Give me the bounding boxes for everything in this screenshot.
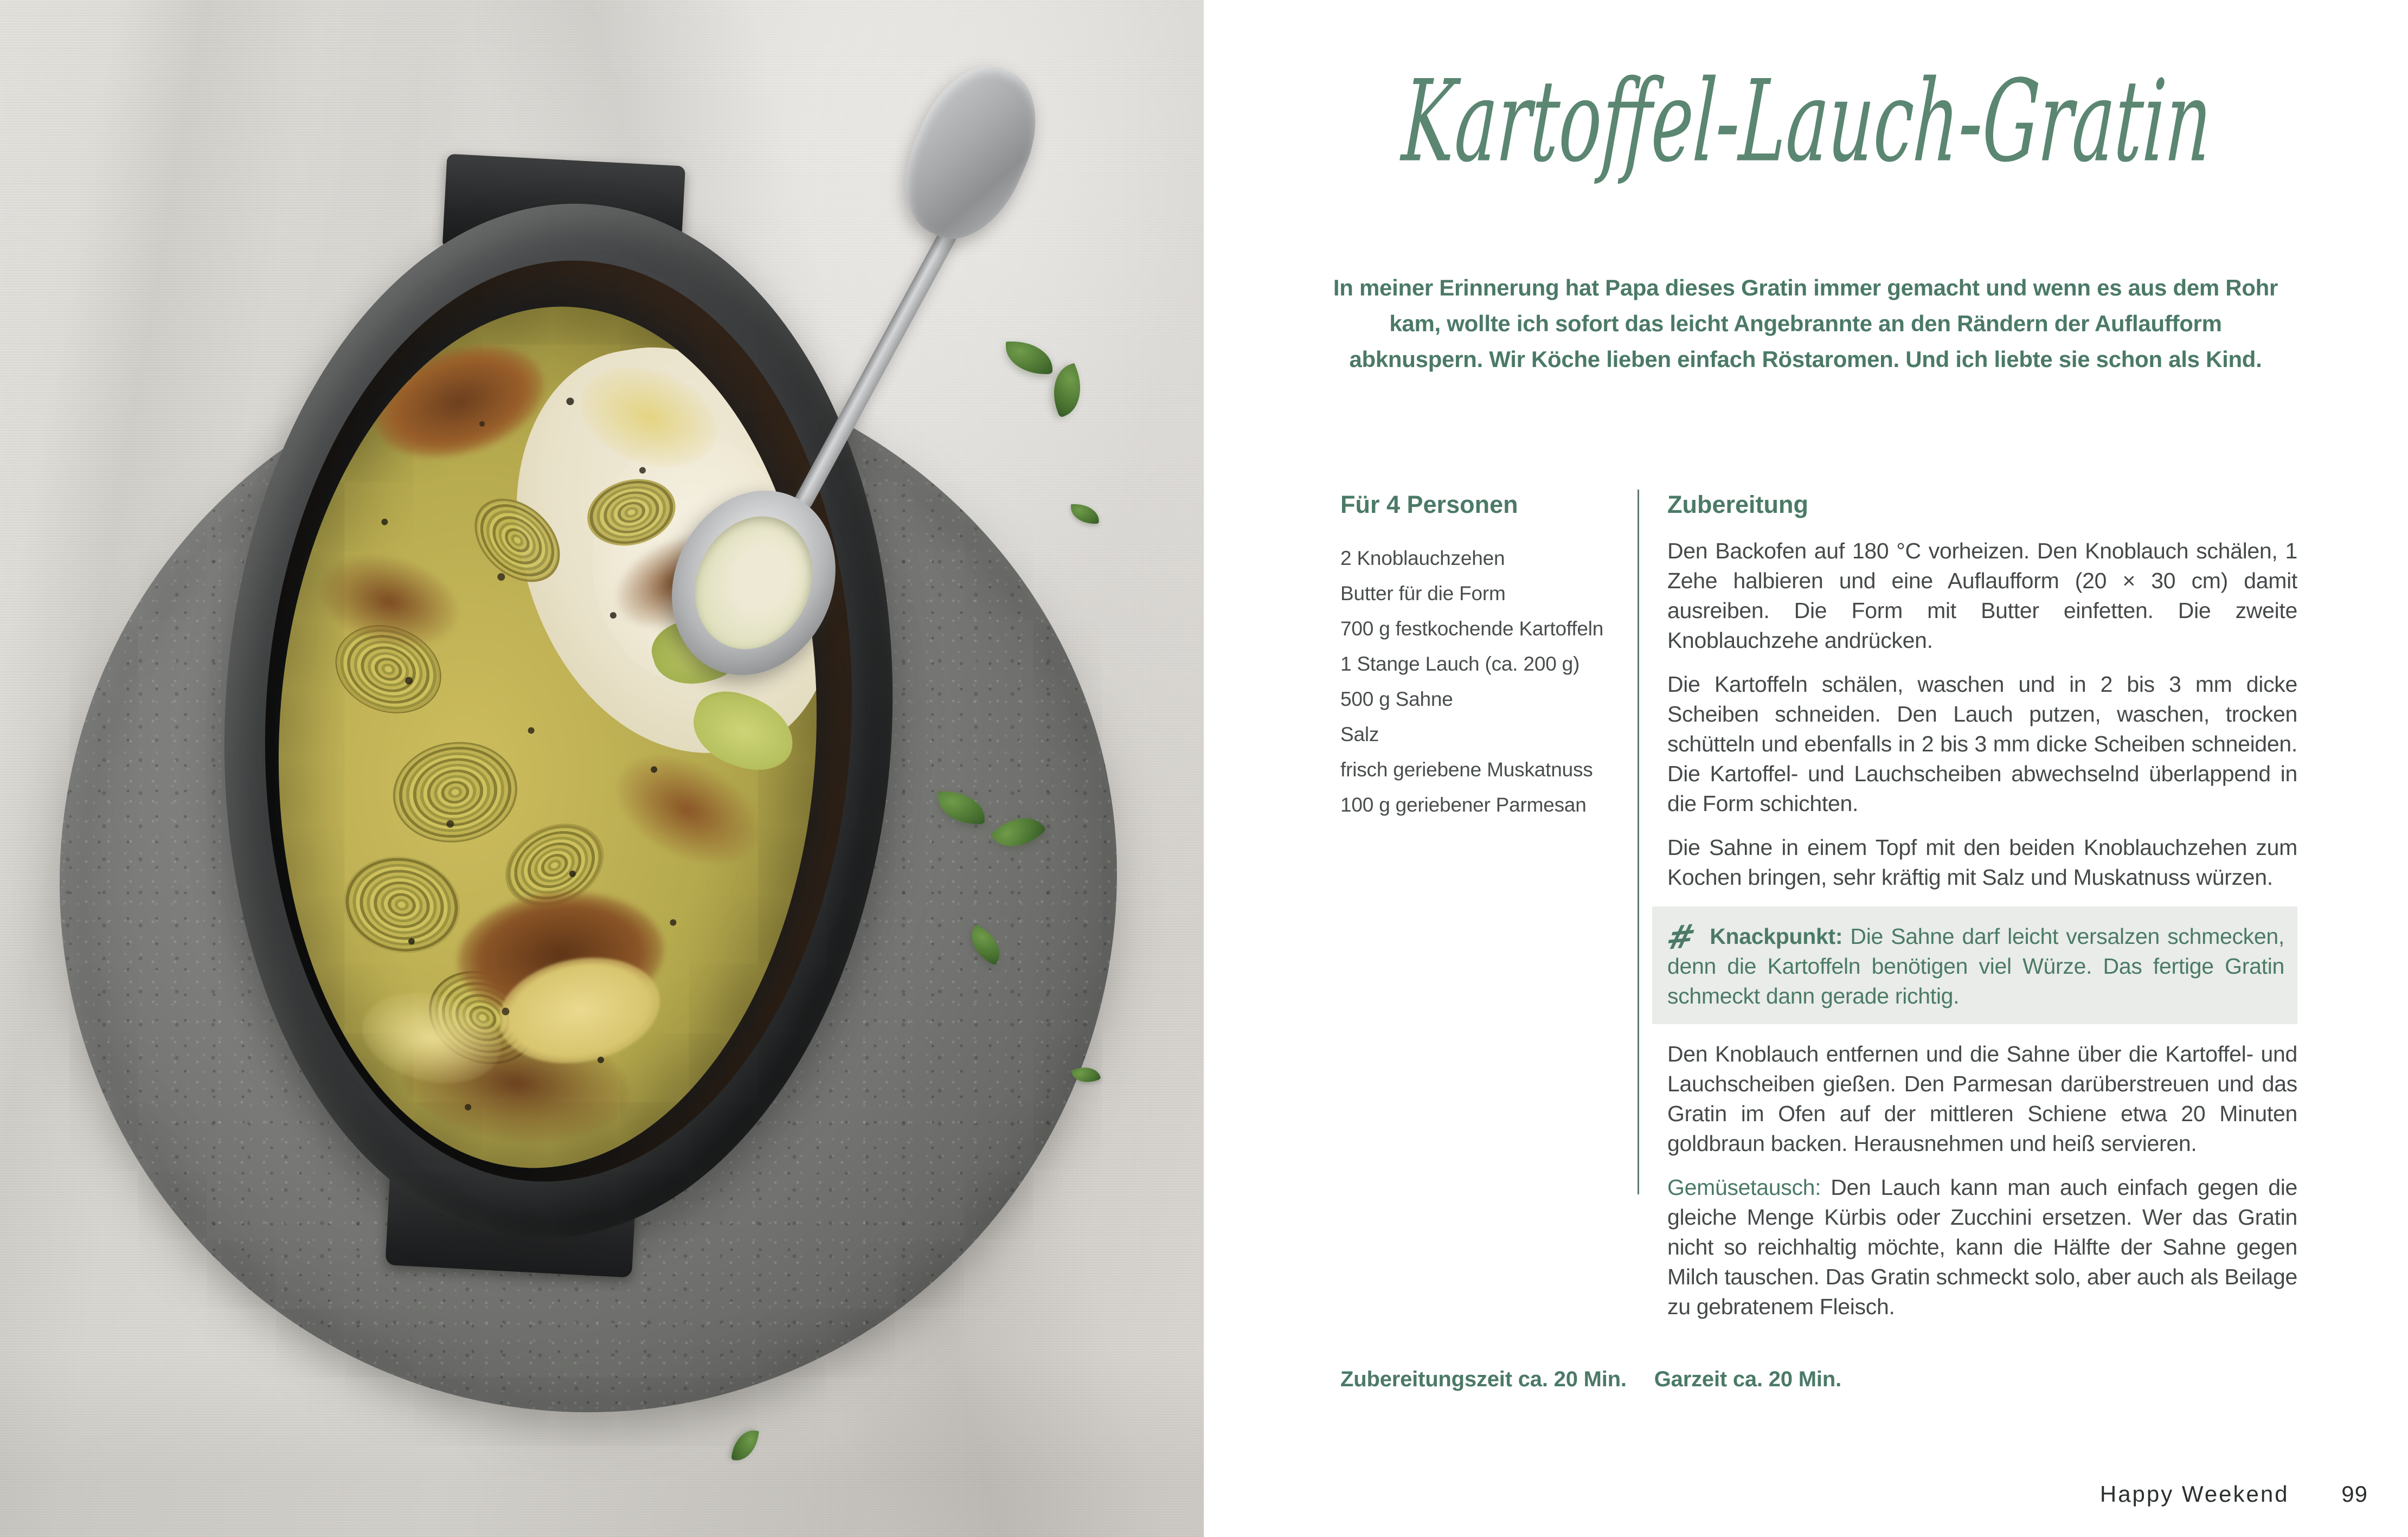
preparation-step: Die Kartoffeln schälen, waschen und in 2 bis 3 mm dicke Scheiben schneiden. Den Lauch putzen, waschen, trocken schütteln und ebenfalls in 2 bis 3 mm dicke Scheiben schneiden. Die Kartoffel- und Lauchscheiben abwechselnd überlappend in die Form schichten. bbox=[1667, 672, 2297, 816]
cook-time: Garzeit ca. 20 Min. bbox=[1654, 1367, 1841, 1391]
ingredient-item: 100 g geriebener Parmesan bbox=[1340, 794, 1587, 816]
leek-slice bbox=[386, 733, 524, 851]
ingredient-item: frisch geriebene Muskatnuss bbox=[1340, 758, 1593, 781]
variation-paragraph bbox=[1667, 1173, 2297, 1322]
page-footer bbox=[2100, 1481, 2368, 1507]
recipe-title-text: Kartoffel-Lauch-Gratin bbox=[1399, 55, 2215, 188]
ingredient-item: Salz bbox=[1340, 723, 1379, 745]
ingredient-item: 500 g Sahne bbox=[1340, 688, 1453, 710]
column-divider bbox=[1638, 490, 1639, 1194]
preparation-step: Den Backofen auf 180 °C vorheizen. Den Knoblauch schälen, 1 Zehe halbieren und eine Auflaufform (20 × 30 cm) damit ausreiben. Die Form mit Butter einfetten. Die zweite Knoblauchzehe andrücken. bbox=[1667, 538, 2297, 653]
preparation-column bbox=[1662, 491, 2298, 1336]
preparation-step: Den Knoblauch entfernen und die Sahne über die Kartoffel- und Lauchscheiben gießen. Den Parmesan darüberstreuen und das Gratin im Ofen auf der mittleren Schiene etwa 20 Minuten goldbraun backen. Herausnehmen und heiß servieren. bbox=[1667, 1041, 2297, 1156]
ingredient-item: 1 Stange Lauch (ca. 200 g) bbox=[1340, 653, 1580, 675]
variation-label: Gemüsetausch: bbox=[1667, 1175, 1821, 1200]
ingredients-column bbox=[1340, 491, 1630, 822]
recipe-title bbox=[1204, 55, 2408, 194]
recipe-intro: In meiner Erinnerung hat Papa dieses Gratin immer gemacht und wenn es aus dem Rohr kam, wollte ich sofort das leicht Angebrannte an den Rändern der Auflaufform abknuspern. Wir Köche lieben einfach Röstaromen. Und ich liebte sie schon als Kind. bbox=[1333, 275, 2278, 372]
prep-time: Zubereitungszeit ca. 20 Min. bbox=[1340, 1367, 1627, 1391]
ingredient-list bbox=[1340, 541, 1630, 822]
ingredient-item: 700 g festkochende Kartoffeln bbox=[1340, 618, 1604, 640]
tip-box bbox=[1652, 906, 2297, 1024]
preparation-heading: Zubereitung bbox=[1667, 491, 1808, 518]
page-number: 99 bbox=[2341, 1481, 2368, 1507]
servings-heading: Für 4 Personen bbox=[1340, 491, 1518, 518]
hash-icon: # bbox=[1662, 917, 1699, 958]
tip-text: Die Sahne darf leicht versalzen schmecken, denn die Kartoffeln benötigen viel Würze. Das fertige Gratin schmeckt dann gerade richtig. bbox=[1667, 924, 2284, 1008]
preparation-step: Die Sahne in einem Topf mit den beiden Knoblauchzehen zum Kochen bringen, sehr kräftig mit Salz und Muskatnuss würzen. bbox=[1667, 835, 2297, 890]
ingredient-item: 2 Knoblauchzehen bbox=[1340, 547, 1505, 569]
time-info bbox=[1340, 1367, 1841, 1392]
leek-slice bbox=[336, 847, 468, 963]
ingredient-item: Butter für die Form bbox=[1340, 582, 1506, 604]
browned-patch bbox=[310, 541, 468, 661]
tip-label: Knackpunkt: bbox=[1710, 924, 1843, 949]
variation-text: Den Lauch kann man auch einfach gegen die gleiche Menge Kürbis oder Zucchini ersetzen. Wer das Gratin nicht so reichhaltig möchte, kann die Hälfte der Sahne gegen Milch tauschen. Das Gratin schmeckt solo, aber auch als Beilage zu gebratenem Fleisch. bbox=[1667, 1175, 2298, 1319]
recipe-page bbox=[1204, 0, 2408, 1537]
chapter-name: Happy Weekend bbox=[2099, 1481, 2289, 1507]
